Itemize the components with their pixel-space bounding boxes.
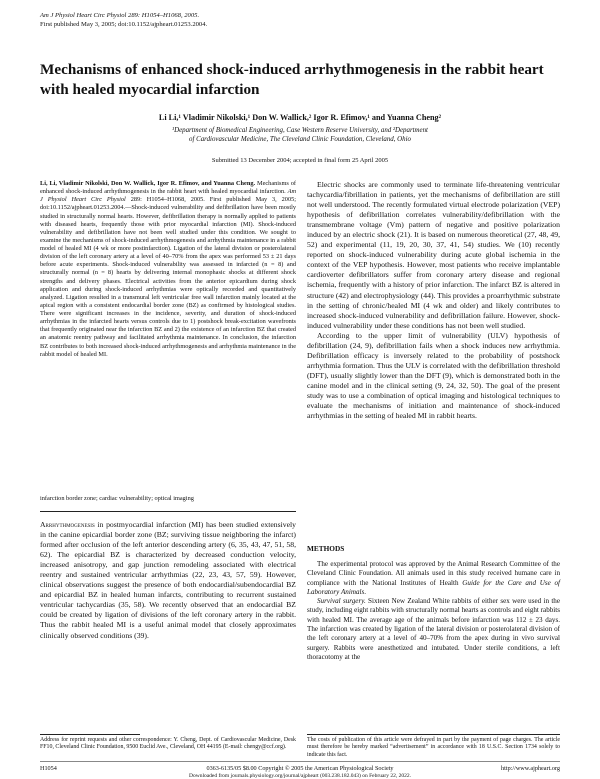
journal-header [40,12,560,29]
footer-rule [40,761,560,762]
methods-p1-end: . [364,587,366,596]
intro-lead-word: Arrhythmogenesis [40,520,95,529]
doi-line: First published May 3, 2005; doi:10.1152/ajpheart.01253.2004. [40,20,208,28]
download-notice: Downloaded from journals.physiology.org/journal/ajpheart (003.238.182.043) on February 22, 2022. [189,773,411,779]
introduction [40,520,296,641]
nih-guide-title: Guide for the Care and Use of Laboratory Animals [307,578,560,596]
affiliations [50,126,550,144]
paragraph-defibrillation: Electric shocks are commonly used to terminate life-threatening ventricular tachycardia/fibrillation in patients, yet the mechanisms of defibrillation are still not well understood. The recently formulated virtual electrode polarization (VEP) hypothesis of defibrillation correlates vulnerability/defibrillation with the transmembrane voltage (Vm) pattern of negative and positive polarization induced by an electric shock (21). It is based on numerous theoretical (27, 48, 49, 52) and experimental (11, 19, 20, 30, 37, 41, 54) studies. We (10) recently reported on shock-induced vulnerability during acute global ischemia in the context of the VEP hypothesis. However, most patients who receive implantable cardioverter defibrillators suffer from coronary artery disease and regional ischemia, frequently with a history of prior infarction. The infarct BZ is altered in structure (42) and electrophysiology (44). This provides a proarrhythmic substrate in the setting of chronic/healed MI (4 wk and older) and likely contributes to increased shock-induced vulnerability and defibrillation failure. However, shock-induced vulnerability under these conditions has not been well studied. [307,180,560,330]
survival-surgery-subhead: Survival surgery. [317,597,366,606]
article-title: Mechanisms of enhanced shock-induced arrhythmogenesis in the rabbit heart with healed myocardial infarction [40,61,544,98]
keywords: infarction border zone; cardiac vulnerability; optical imaging [40,495,194,502]
abstract-title-ref: Mechanisms of enhanced shock-induced arrhythmogenesis in the rabbit heart with healed myocardial infarction. [40,180,296,196]
author-list: Li Li,¹ Vladimir Nikolski,¹ Don W. Wallick,² Igor R. Efimov,¹ and Yuanna Cheng² [158,113,442,122]
methods-text [307,560,560,662]
page-number: H1054 [40,765,57,772]
abstract-authors: Li, Li, Vladimir Nikolski, Don W. Wallick, Igor R. Efimov, and Yuanna Cheng. [40,180,256,187]
right-column-text [307,180,560,421]
footnote-rule-right [307,734,560,735]
keywords-divider [40,511,296,512]
methods-paragraph-1 [307,560,560,597]
methods-p1-text: The experimental protocol was approved by the Animal Research Committee of the Cleveland Clinic Foundation. All animals used in this study received humane care in compliance with the National Institutes of Health [307,560,560,587]
affiliation-line-1: ¹Department of Biomedical Engineering, Case Western Reserve University, and ²Department [172,127,428,134]
footnote-rule-left [40,734,140,735]
affiliation-line-2: of Cardiovascular Medicine, The Cleveland Clinic Foundation, Cleveland, Ohio [189,136,411,143]
page-charges-footnote: The costs of publication of this article were defrayed in part by the payment of page charges. The article must therefore be hereby marked “advertisement” in accordance with 18 U.S.C. Section 1734 solely to indicate this fact. [307,737,560,758]
intro-body: in postmyocardial infarction (MI) has been studied extensively in the canine epicardial border zone (BZ; surviving tissue neighboring the infarct) formed after occlusion of the left anterior descending artery (6, 35, 43, 47, 51, 58, 62). The epicardial BZ is characterized by decreased conduction velocity, increased anisotropy, and gap junction remodeling associated with electrical reentry and sustained ventricular arrhythmias (22, 23, 43, 57, 59). However, clinical observations suggest the presence of both endocardial/subendocardial BZ and epicardial BZ in healed human infarcts, contributing to recurrent sustained ventricular tachycardias (35, 58). We recently observed that an endocardial BZ could be created by ligation of divisions of the left coronary artery in the rabbit. Thus the rabbit healed MI is a useful animal model that closely approximates clinically observed conditions (39). [40,520,296,640]
abstract [40,180,296,359]
abstract-journal: Am J Physiol Heart Circ Physiol [40,188,296,204]
methods-p2-text: Sixteen New Zealand White rabbits of either sex were used in the study, including eight rabbits with structurally normal hearts as controls and eight rabbits with healed MI. The average age of the animals before infarction was 112 ± 23 days. The infarction was created by ligation of the lateral division or posterolateral division of the left coronary artery at a level of 40–70% from the apex during in vivo survival surgery. Rabbits were anesthetized and intubated. Under sterile conditions, a left thoracotomy at the [307,597,560,661]
received-dates: Submitted 13 December 2004; accepted in final form 25 April 2005 [211,157,389,164]
abstract-body: 289: H1054–H1068, 2005. First published May 3, 2005; doi:10.1152/ajpheart.01253.2004.—Shock-induced vulnerability and defibrillation have been mostly studied in structurally normal hearts. However, defibrillation therapy is normally applied to patients with diseased hearts, frequently those with prior myocardial infarction (MI). Shock-induced vulnerability and defibrillation have not been well studied under this condition. We sought to examine the mechanisms of shock-induced arrhythmogenesis and arrhythmia maintenance in a rabbit model of healed MI (4 wk or more postinfarction). Ligation of the lateral division or posterolateral division of the left coronary artery at a level of 40–70% from the apex was performed 53 ± 21 days before acute experiments. Shock-induced vulnerability was assessed in infarcted (n = 8) and structurally normal (n = 8) hearts by delivering internal monophasic shocks at different shock strengths and delivery phases. Electrical activities from the anterior epicardium during shock application and during shock-induced arrhythmias were optically recorded and quantitatively analyzed. Ligation resulted in a transmural left ventricular free wall infarction mainly located at the apical region with a consistent endocardial border zone (BZ) as confirmed by histological studies. There were significant increases in the incidence, severity, and duration of shock-induced arrhythmias in the infarcted hearts versus controls due to 1) postshock break-excitation wavefronts that frequently originated near the infarction BZ and 2) the existence of an infarction BZ that created an anatomic reentry pathway and facilitated arrhythmia maintenance. In conclusion, the infarction BZ contributes to both increased shock-induced arrhythmogenesis and arrhythmia maintenance in the rabbit model of healed MI. [40,196,296,358]
methods-paragraph-2 [307,597,560,662]
journal-url[interactable]: http://www.ajpheart.org [501,765,560,772]
section-heading-methods: METHODS [307,544,345,553]
journal-citation: Am J Physiol Heart Circ Physiol 289: H1054–H1068, 2005. [40,12,200,19]
correspondence-footnote: Address for reprint requests and other correspondence: Y. Cheng, Dept. of Cardiovascular Medicine, Desk FF10, Cleveland Clinic Foundation, 9500 Euclid Ave., Cleveland, OH 44195 (E-mail: chengy@ccf.org). [40,737,296,751]
paragraph-ulv: According to the upper limit of vulnerability (ULV) hypothesis of defibrillation (24, 9), defibrillation fails when a shock induces new arrhythmia. Defibrillation efficacy is inversely related to the probability of postshock arrhythmia formation. Thus the ULV is correlated with the defibrillation threshold (DFT), usually slightly lower than the DFT (9), which is demonstrated both in the canine model and in the clinical setting (9, 24, 32, 50). The goal of the present study was to use a combination of optical imaging and histological techniques to evaluate the mechanisms of initiation and maintenance of shock-induced arrhythmias in the setting of healed MI in rabbit hearts. [307,330,560,421]
copyright-line: 0363-6135/05 $8.00 Copyright © 2005 the American Physiological Society [206,765,394,772]
